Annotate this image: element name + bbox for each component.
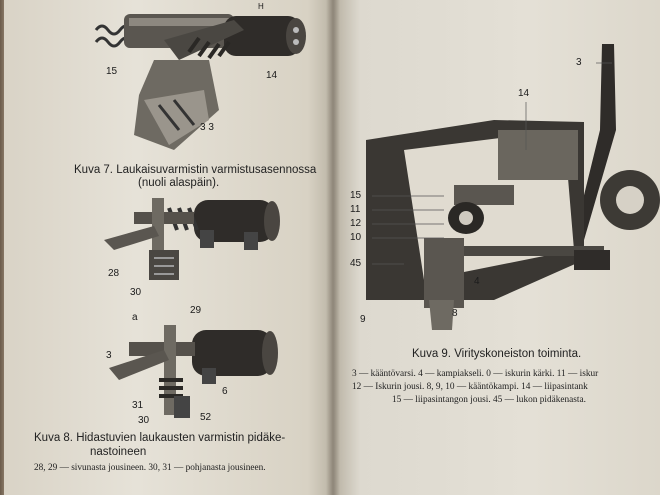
fig9-label-8: 8 [452,308,458,319]
upper-assembly [104,198,280,280]
right-page [334,0,660,495]
fig7-label-33: 3 3 [200,122,214,133]
fig9-label-10: 10 [350,232,362,243]
fig9-caption: Kuva 9. Virityskoneiston toiminta. [412,348,582,360]
fig7-label-15: 15 [106,66,118,77]
fig7-caption-line2: (nuoli alaspäin). [138,177,220,189]
fig8-label-31: 31 [132,400,144,411]
fig7-label-14: 14 [266,70,278,81]
fig9-label-15: 15 [350,190,362,201]
fig9-legend-line2: 12 — Iskurin jousi. 8, 9, 10 — kääntökampi. 14 — liipasintank [352,382,588,392]
fig8-label-6: 6 [222,386,228,397]
fig7-label-h: H [258,2,264,11]
fig9-label-14: 14 [518,88,530,99]
fig8-caption-line2: nastoineen [90,446,147,458]
figure-9-illustration [334,0,660,340]
fig8-legend-line1: 28, 29 — sivunasta jousineen. 30, 31 — pohjanasta jousineen. [34,463,266,473]
fig9-label-4: 4 [474,276,480,287]
fig8-label-30-bottom: 30 [138,415,150,426]
fig8-label-a: a [132,312,138,323]
book-gutter [326,0,340,495]
fig8-label-3: 3 [106,350,112,361]
fig9-label-9: 9 [360,314,366,325]
figure-7-illustration [4,0,334,160]
fig9-label-12: 12 [350,218,362,229]
fig8-caption-line1: Kuva 8. Hidastuvien laukausten varmistin pidäke- [34,432,286,444]
fig9-legend-line1: 3 — kääntövarsi. 4 — kampiakseli. 0 — iskurin kärki. 11 — iskur [352,369,599,379]
left-page [4,0,334,495]
fig8-label-52: 52 [200,412,212,423]
fig9-label-3: 3 [576,57,582,68]
fig9-label-11: 11 [350,204,361,215]
fig9-legend-line3: 15 — liipasintangon jousi. 45 — lukon pidäkenasta. [392,395,586,405]
fig8-label-28: 28 [108,268,120,279]
fig8-label-29: 29 [190,305,202,316]
fig9-label-45: 45 [350,258,362,269]
fig8-label-30-top: 30 [130,287,142,298]
figure-8-illustration [4,190,334,420]
fig7-caption-line1: Kuva 7. Laukaisuvarmistin varmistusasennossa [74,164,317,176]
